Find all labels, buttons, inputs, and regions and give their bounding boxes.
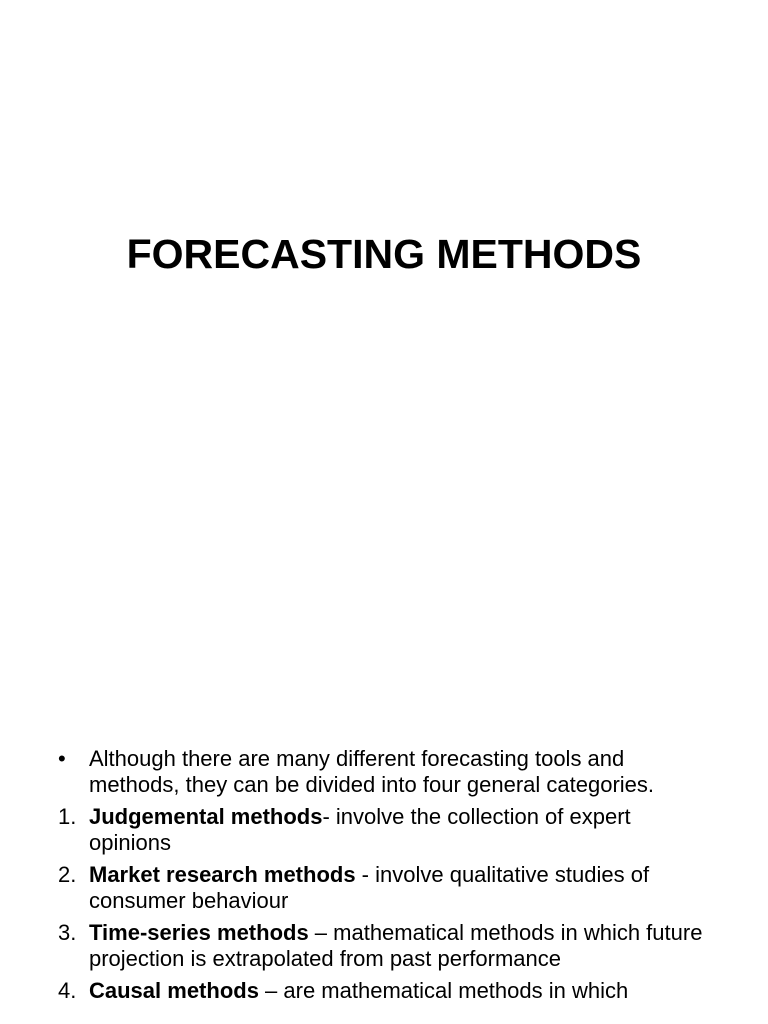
- method-term: Judgemental methods: [89, 804, 323, 829]
- method-description: – mathematical methods in which future projection is extrapolated from past performance: [89, 920, 703, 971]
- list-item-causal-methods: [58, 978, 718, 1004]
- list-number: 2.: [58, 862, 77, 887]
- list-item-market-research-methods: [58, 862, 718, 914]
- intro-text: Although there are many different forecasting tools and methods, they can be divided into four general categories.: [89, 746, 655, 797]
- method-term: Time-series methods: [89, 920, 309, 945]
- slide-title: FORECASTING METHODS: [126, 231, 642, 277]
- list-item-time-series-methods: [58, 920, 718, 972]
- list-item-judgemental-methods: [58, 804, 718, 856]
- intro-bullet: [58, 746, 718, 798]
- method-description: - involve qualitative studies of consumer behaviour: [89, 862, 650, 913]
- bullet-list: [58, 746, 718, 1010]
- method-description: – are mathematical methods in which: [258, 978, 629, 1003]
- bullet-marker: •: [58, 746, 66, 771]
- list-number: 3.: [58, 920, 77, 945]
- list-number: 1.: [58, 804, 77, 829]
- method-term: Causal methods: [89, 978, 259, 1003]
- method-description: - involve the collection of expert opinions: [89, 804, 631, 855]
- list-number: 4.: [58, 978, 77, 1003]
- method-term: Market research methods: [89, 862, 356, 887]
